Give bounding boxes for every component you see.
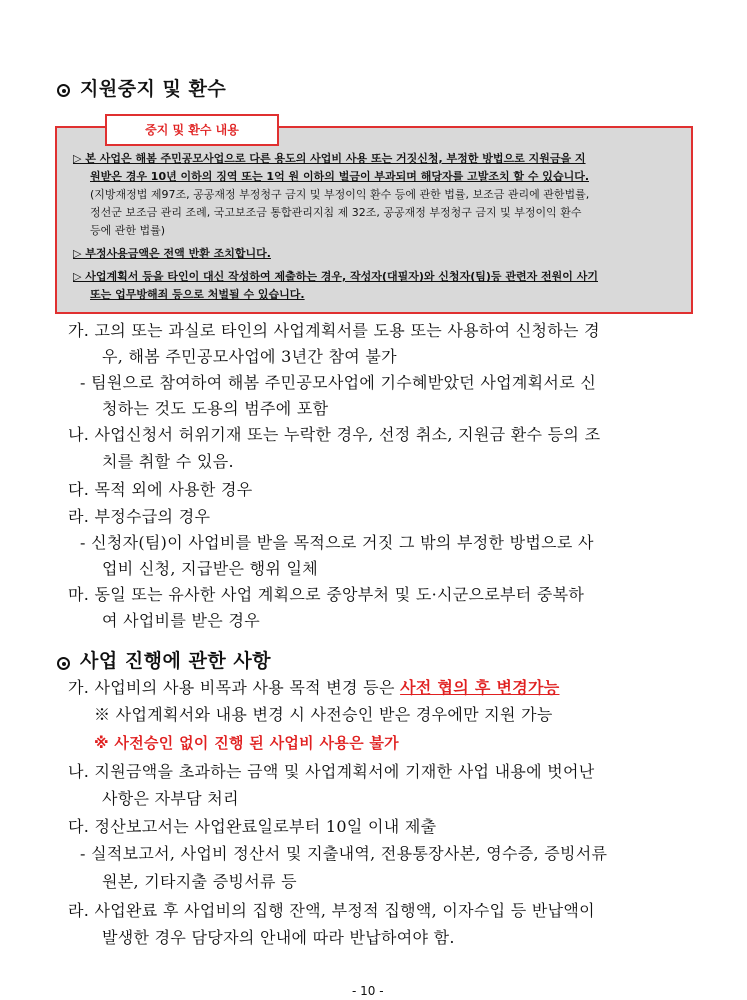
item2-da-sub: - 실적보고서, 사업비 정산서 및 지출내역, 전용통장사본, 영수증, 증빙서류 [80,844,608,863]
notice-line-1: ▷ 본 사업은 해봄 주민공모사업으로 다른 용도의 사업비 사용 또는 거짓신청, 부정한 방법으로 지원금을 지 [73,152,586,165]
item-na-cont: 치를 취할 수 있음. [102,452,234,471]
item-da: 다. 목적 외에 사용한 경우 [68,480,253,499]
section-heading-bullet [57,80,70,99]
item-ma: 마. 동일 또는 유사한 사업 계획으로 중앙부처 및 도·시군으로부터 중복하 [68,585,585,604]
item-ga-sub-cont: 청하는 것도 도용의 범주에 포함 [102,399,329,418]
item-ra-sub: - 신청자(팀)이 사업비를 받을 목적으로 거짓 그 밖의 부정한 방법으로 사 [80,533,594,552]
item-ga-sub: - 팀원으로 참여하여 해봄 주민공모사업에 기수혜받았던 사업계획서로 신 [80,373,597,392]
item2-da-sub-cont: 원본, 기타지출 증빙서류 등 [102,872,297,891]
notice-line-4: 정선군 보조금 관리 조례, 국고보조금 통합관리지침 제 32조, 공공재정 부정청구 금지 및 부정이익 환수 [90,206,582,219]
item2-ga-highlight: 사전 협의 후 변경가능 [400,678,560,697]
item-ra-sub-cont: 업비 신청, 지급받은 행위 일체 [102,559,319,578]
item-ga: 가. 고의 또는 과실로 타인의 사업계획서를 도용 또는 사용하여 신청하는 경 [68,321,600,340]
section-heading-bullet-2 [57,653,70,672]
item2-ra-cont: 발생한 경우 담당자의 안내에 따라 반납하여야 함. [102,928,455,947]
notice-line-7: ▷ 사업계획서 등을 타인이 대신 작성하여 제출하는 경우, 작성자(대필자)와 신청자(팀)등 관련자 전원이 사기 [73,270,598,283]
item-ma-cont: 여 사업비를 받은 경우 [102,611,260,630]
item-na: 나. 사업신청서 허위기재 또는 누락한 경우, 선정 취소, 지원금 환수 등의 조 [68,425,601,444]
page-number: - 10 - [352,984,384,998]
notice-line-6: ▷ 부정사용금액은 전액 반환 조치합니다. [73,247,271,260]
notice-line-2: 원받은 경우 10년 이하의 징역 또는 1억 원 이하의 벌금이 부과되며 해당자를 고발조치 할 수 있습니다. [90,170,589,183]
item2-da: 다. 정산보고서는 사업완료일로부터 10일 이내 제출 [68,817,437,836]
item-ga-cont: 우, 해봄 주민공모사업에 3년간 참여 불가 [102,347,397,366]
note-no-approval: ※ 사전승인 없이 진행 된 사업비 사용은 불가 [94,734,399,752]
section-title-suspension: 지원중지 및 환수 [80,78,227,100]
item2-na: 나. 지원금액을 초과하는 금액 및 사업계획서에 기재한 사업 내용에 벗어난 [68,762,595,781]
item-ra: 라. 부정수급의 경우 [68,507,211,526]
notice-box-tab: 중지 및 환수 내용 [105,114,279,146]
notice-line-8: 또는 업무방해죄 등으로 처벌될 수 있습니다. [90,288,305,301]
item2-ra: 라. 사업완료 후 사업비의 집행 잔액, 부정적 집행액, 이자수입 등 반납액이 [68,901,595,920]
item2-ga: 가. 사업비의 사용 비목과 사용 목적 변경 등은 사전 협의 후 변경가능 [68,678,560,697]
section-title-progress: 사업 진행에 관한 사항 [80,650,272,672]
item2-na-cont: 사항은 자부담 처리 [102,789,239,808]
notice-line-3: (지방재정법 제97조, 공공재정 부정청구 금지 및 부정이익 환수 등에 관한 법률, 보조금 관리에 관한법률, [90,188,590,201]
note-approval: ※ 사업계획서와 내용 변경 시 사전승인 받은 경우에만 지원 가능 [94,705,553,724]
notice-line-5: 등에 관한 법률) [90,224,166,237]
